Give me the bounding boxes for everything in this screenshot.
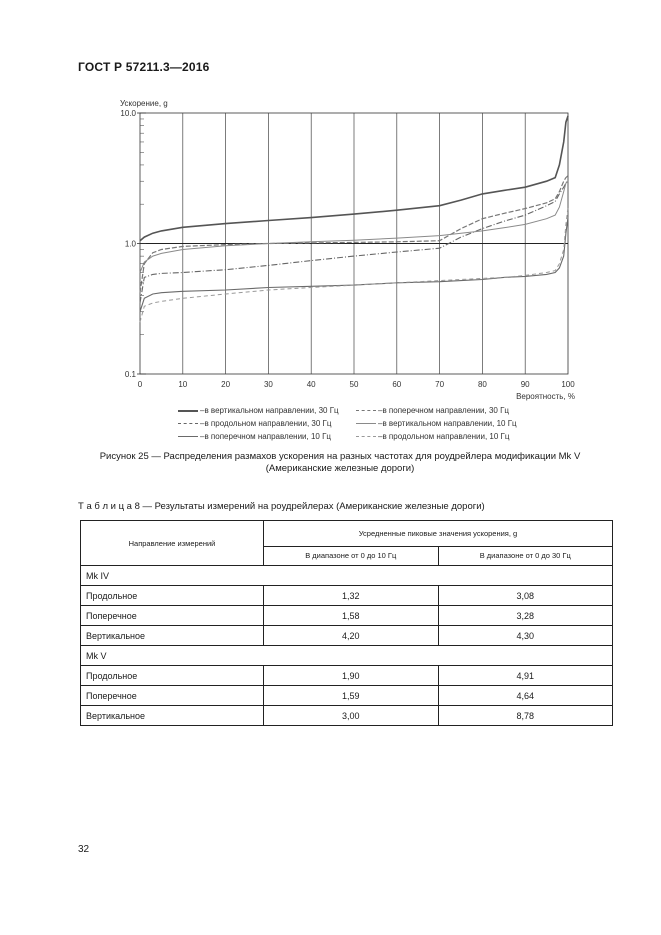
chart-grid <box>140 113 568 374</box>
legend-item <box>178 432 331 441</box>
page-number: 32 <box>78 844 90 855</box>
results-table-body <box>81 566 613 726</box>
legend-swatch <box>356 410 376 411</box>
table-group-label: Mk IV <box>81 566 613 586</box>
legend-item <box>356 419 517 428</box>
table-cell-v30: 3,08 <box>438 586 613 606</box>
figure-caption-line1: Рисунок 25 — Распределения размахов ускорения на разных частотах для роудрейлера модификации Mk V <box>99 451 581 462</box>
table-row <box>81 666 613 686</box>
y-axis-label: Ускорение, g <box>120 99 168 108</box>
table-cell-v30: 4,64 <box>438 686 613 706</box>
legend-item <box>356 432 509 441</box>
table-cell-v30: 3,28 <box>438 606 613 626</box>
legend-label: в поперечном направлении, 30 Гц <box>382 406 509 415</box>
table-cell-v10: 4,20 <box>264 626 439 646</box>
header-direction: Направление измерений <box>81 521 264 566</box>
table-row <box>81 706 613 726</box>
legend-separator: – <box>200 406 205 415</box>
header-average-peak: Усредненные пиковые значения ускорения, g <box>264 521 613 547</box>
legend-label: в продольном направлении, 30 Гц <box>204 419 332 428</box>
x-tick-label: 50 <box>349 380 359 389</box>
table-cell-v10: 3,00 <box>264 706 439 726</box>
table-cell-v10: 1,59 <box>264 686 439 706</box>
table-row <box>81 686 613 706</box>
table-group-label: Mk V <box>81 646 613 666</box>
legend-separator: – <box>200 419 205 428</box>
y-tick-label: 10.0 <box>120 109 136 118</box>
legend-label: в поперечном направлении, 10 Гц <box>204 432 331 441</box>
x-tick-label: 60 <box>392 380 402 389</box>
results-table <box>80 520 613 726</box>
legend-swatch <box>178 423 198 424</box>
x-tick-label: 90 <box>520 380 530 389</box>
table-row <box>81 626 613 646</box>
legend-item <box>178 419 331 428</box>
x-tick-label: 80 <box>477 380 487 389</box>
y-tick-label: 1.0 <box>124 239 136 249</box>
legend-label: в вертикальном направлении, 10 Гц <box>382 419 517 428</box>
header-range-30hz: В диапазоне от 0 до 30 Гц <box>438 546 613 565</box>
legend-label: в продольном направлении, 10 Гц <box>382 432 510 441</box>
table-row <box>81 606 613 626</box>
x-tick-label: 70 <box>435 380 445 389</box>
x-tick-label: 20 <box>221 380 231 389</box>
legend-swatch <box>178 436 198 437</box>
legend-separator: – <box>378 406 383 415</box>
x-tick-label: 100 <box>561 380 575 389</box>
legend-swatch <box>178 410 198 412</box>
y-tick-label: 0.1 <box>124 370 136 379</box>
legend-separator: – <box>378 432 383 441</box>
x-tick-label: 30 <box>263 380 273 389</box>
table-title: Т а б л и ц а 8 — Результаты измерений на роудрейлерах (Американские железные дороги) <box>78 501 485 512</box>
legend-swatch <box>356 423 376 424</box>
legend-separator: – <box>378 419 383 428</box>
legend-swatch <box>356 436 376 437</box>
table-group-row <box>81 646 613 666</box>
legend-item <box>356 406 509 415</box>
figure-caption-line2: (Американские железные дороги) <box>265 463 415 474</box>
table-cell-direction: Поперечное <box>81 686 264 706</box>
table-group-row <box>81 566 613 586</box>
table-cell-direction: Вертикальное <box>81 626 264 646</box>
x-tick-label: 10 <box>178 380 188 389</box>
table-cell-direction: Продольное <box>81 666 264 686</box>
table-cell-direction: Поперечное <box>81 606 264 626</box>
x-axis-label: Вероятность, % <box>516 392 575 401</box>
table-cell-v10: 1,32 <box>264 586 439 606</box>
figure-caption <box>60 451 620 475</box>
x-tick-label: 0 <box>137 380 143 389</box>
document-header: ГОСТ Р 57211.3—2016 <box>78 60 210 74</box>
table-cell-v30: 4,91 <box>438 666 613 686</box>
table-cell-v30: 4,30 <box>438 626 613 646</box>
legend-item <box>178 406 339 415</box>
header-range-10hz: В диапазоне от 0 до 10 Гц <box>264 546 439 565</box>
table-cell-v10: 1,58 <box>264 606 439 626</box>
table-cell-direction: Вертикальное <box>81 706 264 726</box>
table-row <box>81 586 613 606</box>
legend-separator: – <box>200 432 205 441</box>
x-tick-label: 40 <box>306 380 316 389</box>
table-cell-direction: Продольное <box>81 586 264 606</box>
probability-chart <box>0 0 661 450</box>
legend-label: в вертикальном направлении, 30 Гц <box>204 406 339 415</box>
table-cell-v10: 1,90 <box>264 666 439 686</box>
table-cell-v30: 8,78 <box>438 706 613 726</box>
